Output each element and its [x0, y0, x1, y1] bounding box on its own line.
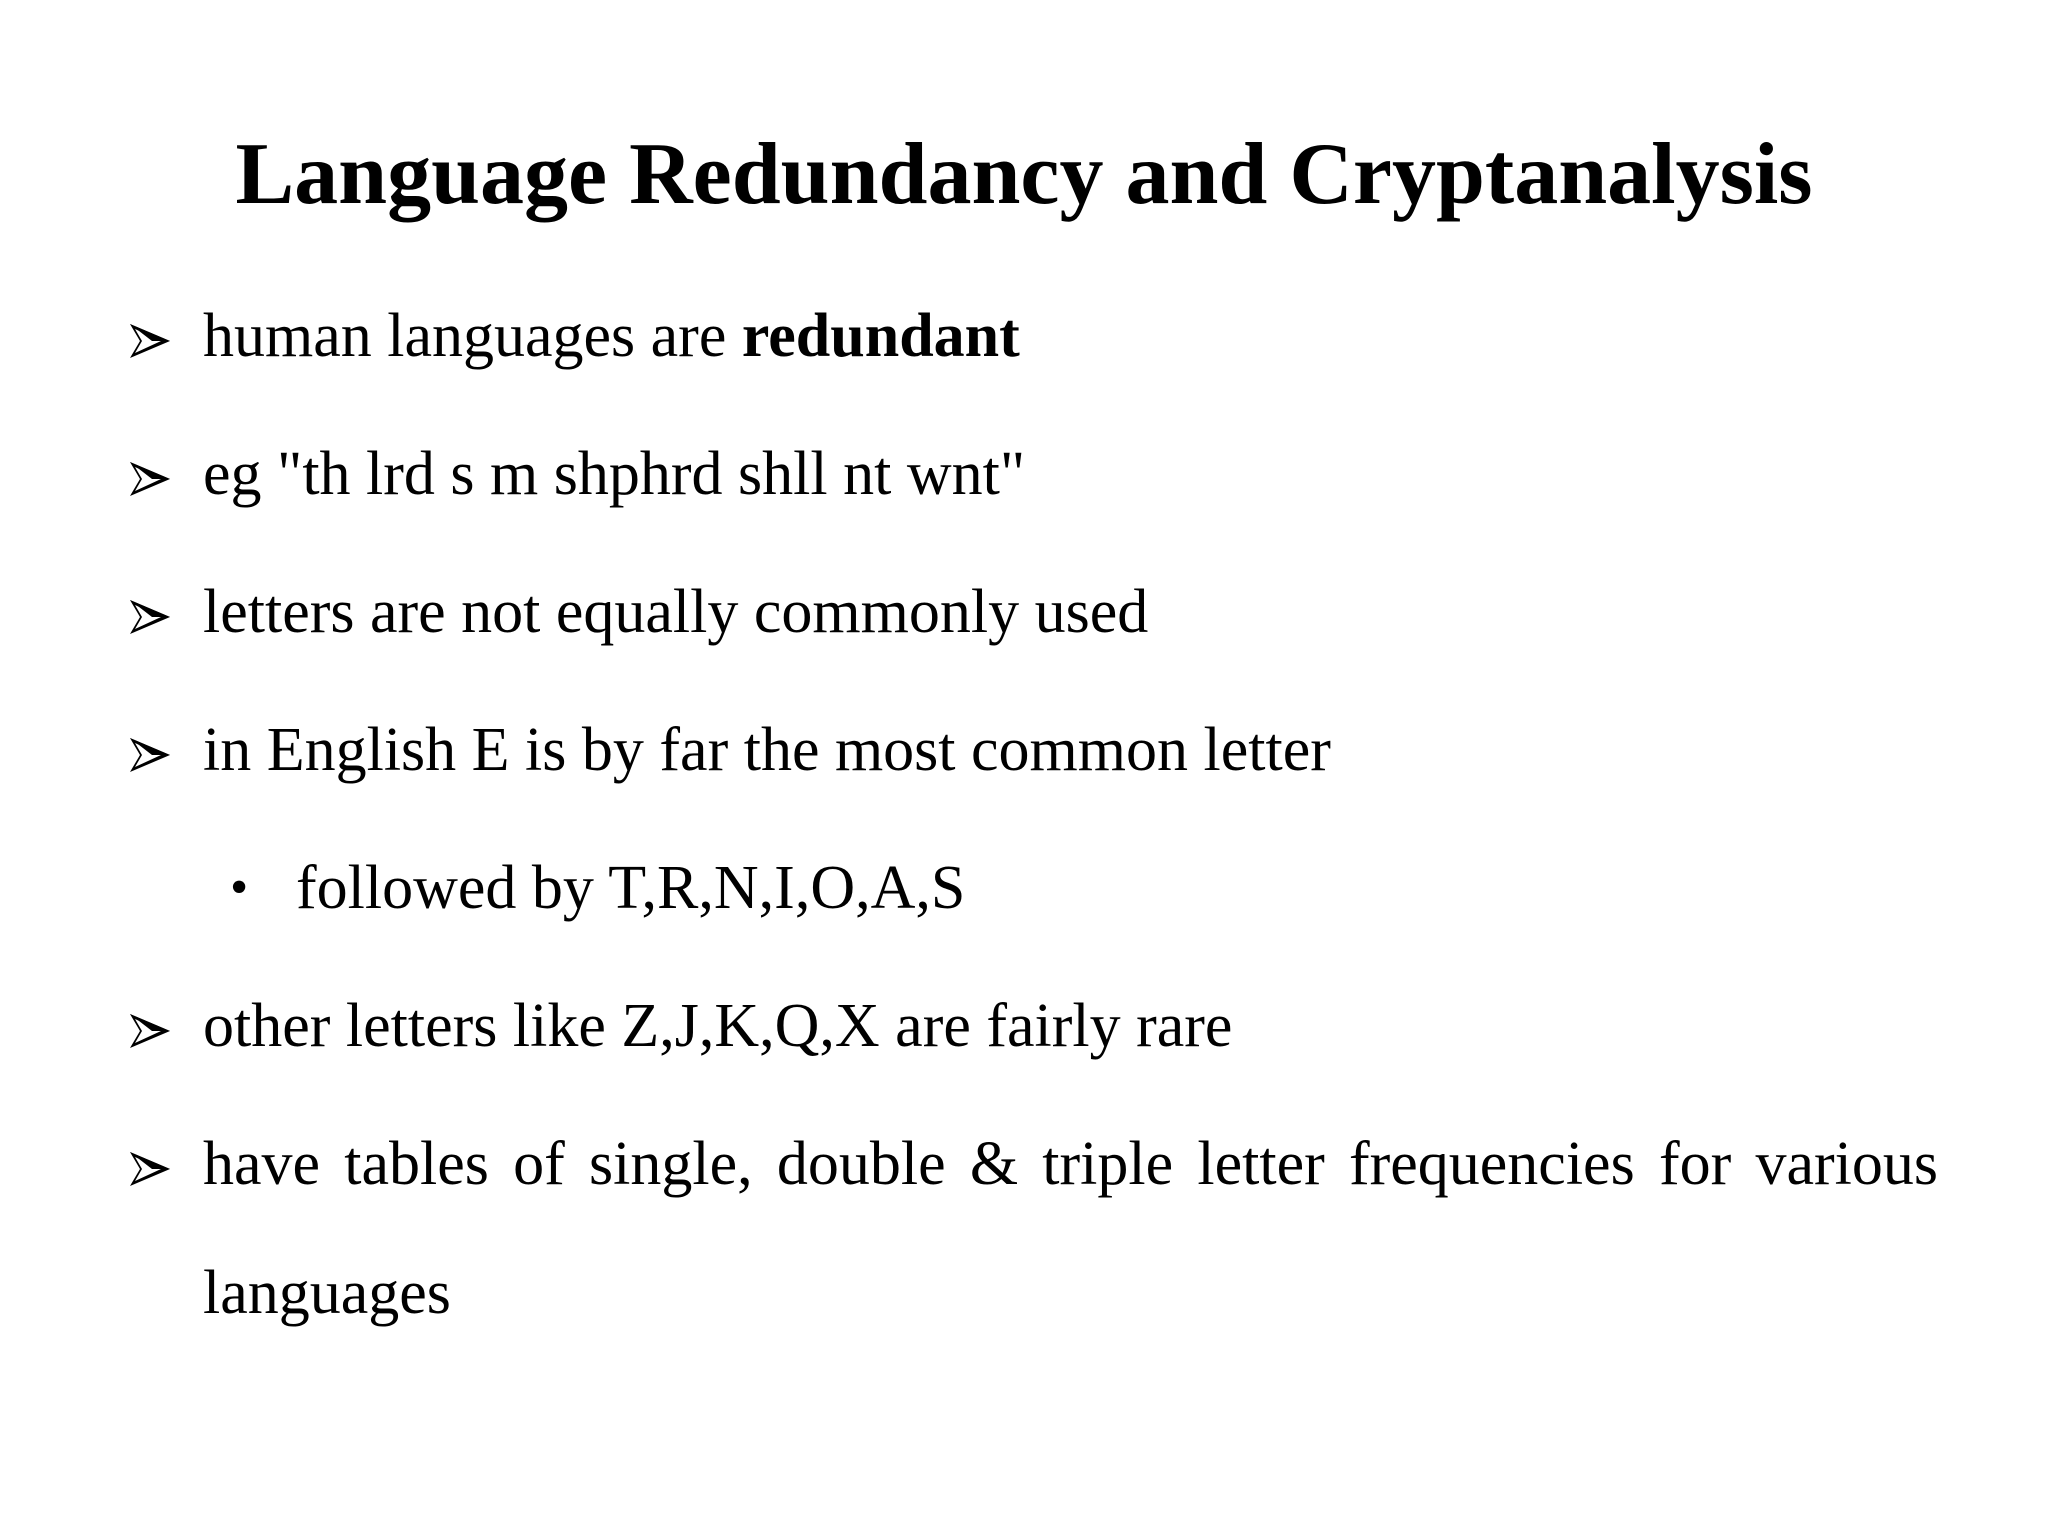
bold-word: redundant: [741, 302, 1020, 370]
arrowhead-bullet-icon: [128, 322, 172, 360]
bullet-list: [128, 300, 1938, 1424]
bullet-item: [128, 300, 1938, 372]
bullet-item: [128, 714, 1938, 786]
bullet-text: in English E is by far the most common letter: [203, 716, 1331, 784]
sub-bullet-text: followed by T,R,N,I,O,A,S: [296, 854, 966, 922]
bullet-item: [128, 438, 1938, 510]
sub-bullet-item: [128, 852, 1938, 924]
bullet-item: [128, 1100, 1938, 1358]
arrowhead-bullet-icon: [128, 736, 172, 774]
arrowhead-bullet-icon: [128, 1150, 172, 1188]
bullet-text: have tables of single, double & triple letter frequencies for various languages: [203, 1130, 1938, 1327]
bullet-item: [128, 990, 1938, 1062]
bullet-text: human languages are redundant: [203, 302, 1020, 370]
bullet-text: other letters like Z,J,K,Q,X are fairly rare: [203, 992, 1233, 1060]
bullet-item: [128, 576, 1938, 648]
arrowhead-bullet-icon: [128, 1012, 172, 1050]
arrowhead-bullet-icon: [128, 598, 172, 636]
arrowhead-bullet-icon: [128, 460, 172, 498]
bullet-text: letters are not equally commonly used: [203, 578, 1149, 646]
bullet-text: eg "th lrd s m shphrd shll nt wnt": [203, 440, 1026, 508]
slide-title: Language Redundancy and Cryptanalysis: [235, 126, 1813, 223]
round-bullet-icon: •: [230, 859, 249, 916]
